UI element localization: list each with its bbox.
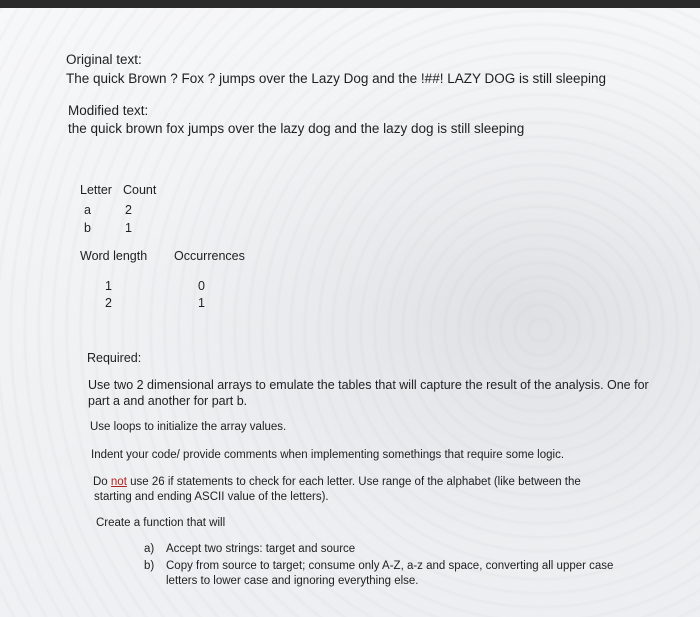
requirement-1-line2: part a and another for part b. (88, 394, 248, 408)
requirement-2: Use loops to initialize the array values. (90, 421, 287, 433)
count-cell: 1 (125, 221, 132, 235)
list-item-b-line1: Copy from source to target; consume only A-Z, a-z and space, converting all upper case (166, 560, 614, 572)
count-cell: 2 (125, 203, 132, 217)
top-edge (0, 0, 700, 8)
letter-cell: b (84, 221, 91, 235)
modified-text: the quick brown fox jumps over the lazy dog and the lazy dog is still sleeping (68, 121, 525, 136)
required-heading: Required: (87, 351, 142, 365)
emphasis-not: not (110, 476, 127, 488)
letter-cell: a (84, 203, 91, 217)
list-item-a: Accept two strings: target and source (166, 543, 356, 555)
requirement-4-line1 (93, 476, 581, 488)
word-length-cell: 2 (105, 296, 112, 310)
requirement-4-line2: starting and ending ASCII value of the letters). (94, 491, 329, 503)
requirement-1-line1: Use two 2 dimensional arrays to emulate the tables that will capture the result of the analysis. One for (88, 378, 649, 392)
list-item-b-line2: letters to lower case and ignoring everything else. (166, 575, 419, 587)
requirement-3: Indent your code/ provide comments when implementing somethings that require some logic. (91, 449, 565, 461)
modified-label: Modified text: (68, 103, 149, 118)
list-marker-a: a) (144, 543, 155, 555)
occurrences-header: Occurrences (174, 249, 245, 263)
occurrences-cell: 0 (198, 279, 205, 293)
count-header: Count (123, 183, 157, 197)
requirement-4-pre: Do (93, 476, 111, 488)
requirement-5: Create a function that will (96, 517, 226, 529)
list-marker-b: b) (144, 560, 155, 572)
letter-header: Letter (80, 183, 112, 197)
requirement-4-post: use 26 if statements to check for each letter. Use range of the alphabet (like between the (126, 476, 581, 488)
original-label: Original text: (66, 52, 142, 67)
word-length-header: Word length (80, 249, 148, 263)
word-length-cell: 1 (105, 279, 112, 293)
occurrences-cell: 1 (198, 296, 205, 310)
original-text: The quick Brown ? Fox ? jumps over the Lazy Dog and the !##! LAZY DOG is still sleeping (66, 71, 607, 86)
